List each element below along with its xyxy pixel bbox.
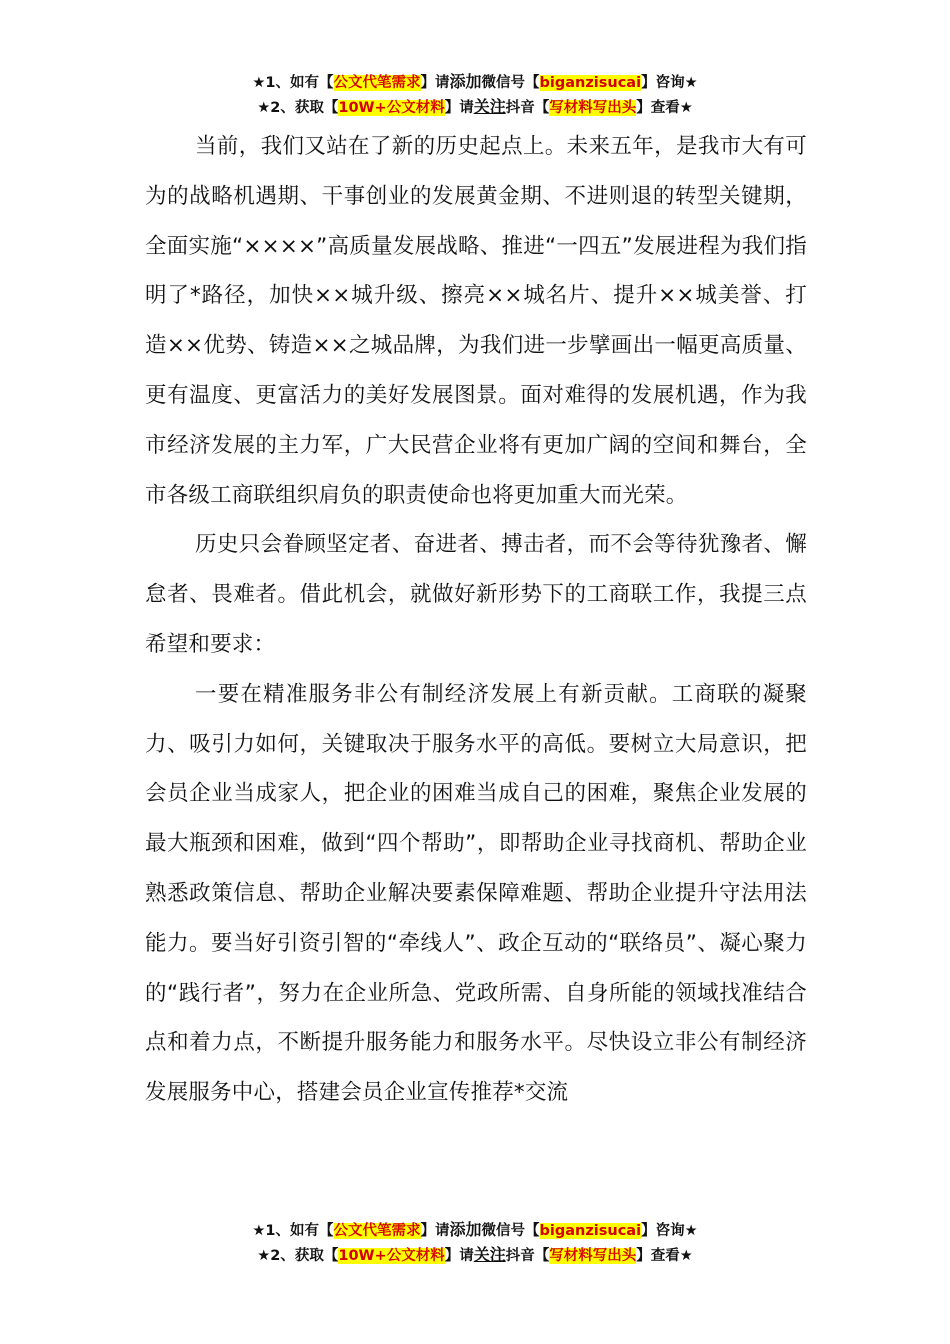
promo-text: ★2、获取【 (257, 100, 339, 116)
promo-emphasis: 添加 (449, 1220, 482, 1239)
promo-emphasis: 关注 (473, 97, 506, 116)
douyin-account-highlight: 写材料写出头 (549, 1248, 637, 1264)
promo-text: 】查看★ (636, 100, 693, 116)
promo-text: 】查看★ (636, 1248, 693, 1264)
document-body (145, 122, 807, 1118)
promo-emphasis: 添加 (449, 72, 482, 91)
promo-text: ★1、如有【 (252, 75, 334, 91)
promo-banner-bottom (0, 1218, 950, 1268)
promo-text: ★1、如有【 (252, 1223, 334, 1239)
paragraph: 当前，我们又站在了新的历史起点上。未来五年，是我市大有可为的战略机遇期、干事创业的发展黄金期、不进则退的转型关键期，全面实施“××××”高质量发展战略、推进“一四五”发展进程为我们指明了*路径，加快××城升级、擦亮××城名片、提升××城美誉、打造××优势、铸造××之城品牌，为我们进一步擘画出一幅更高质量、更有温度、更富活力的美好发展图景。面对难得的发展机遇，作为我市经济发展的主力军，广大民营企业将有更加广阔的空间和舞台，全市各级工商联组织肩负的职责使命也将更加重大而光荣。 (145, 134, 807, 508)
promo-text: 】咨询★ (641, 1223, 698, 1239)
promo-text: 】请 (420, 75, 450, 91)
promo-text: 】请 (420, 1223, 450, 1239)
promo-text: 抖音【 (505, 100, 550, 116)
promo-emphasis: 关注 (473, 1245, 506, 1264)
promo-highlight: 公文代笔需求 (333, 75, 421, 91)
promo-text: 】咨询★ (641, 75, 698, 91)
paragraph: 一要在精准服务非公有制经济发展上有新贡献。工商联的凝聚力、吸引力如何，关键取决于服务水平的高低。要树立大局意识，把会员企业当成家人，把企业的困难当成自己的困难，聚焦企业发展的最大瓶颈和困难，做到“四个帮助”，即帮助企业寻找商机、帮助企业熟悉政策信息、帮助企业解决要素保障难题、帮助企业提升守法用法能力。要当好引资引智的“牵线人”、政企互动的“联络员”、凝心聚力的“践行者”，努力在企业所急、党政所需、自身所能的领域找准结合点和着力点，不断提升服务能力和服务水平。尽快设立非公有制经济发展服务中心，搭建会员企业宣传推荐*交流 (145, 681, 807, 1106)
promo-text: 抖音【 (505, 1248, 550, 1264)
promo-line-2 (0, 95, 950, 120)
promo-text: 微信号【 (481, 1223, 540, 1239)
promo-text: 微信号【 (481, 75, 540, 91)
promo-highlight: 10W+公文材料 (338, 100, 445, 116)
promo-highlight: 公文代笔需求 (333, 1223, 421, 1239)
promo-text: 】请 (444, 100, 474, 116)
douyin-account-highlight: 写材料写出头 (549, 100, 637, 116)
paragraph: 历史只会眷顾坚定者、奋进者、搏击者，而不会等待犹豫者、懈怠者、畏难者。借此机会，就做好新形势下的工商联工作，我提三点希望和要求： (145, 532, 807, 657)
promo-banner-top (0, 70, 950, 120)
wechat-id-highlight: biganzisucai (539, 1223, 642, 1239)
promo-text: 】请 (444, 1248, 474, 1264)
promo-line-1 (0, 70, 950, 95)
wechat-id-highlight: biganzisucai (539, 75, 642, 91)
promo-line-1 (0, 1218, 950, 1243)
promo-text: ★2、获取【 (257, 1248, 339, 1264)
promo-highlight: 10W+公文材料 (338, 1248, 445, 1264)
promo-line-2 (0, 1243, 950, 1268)
